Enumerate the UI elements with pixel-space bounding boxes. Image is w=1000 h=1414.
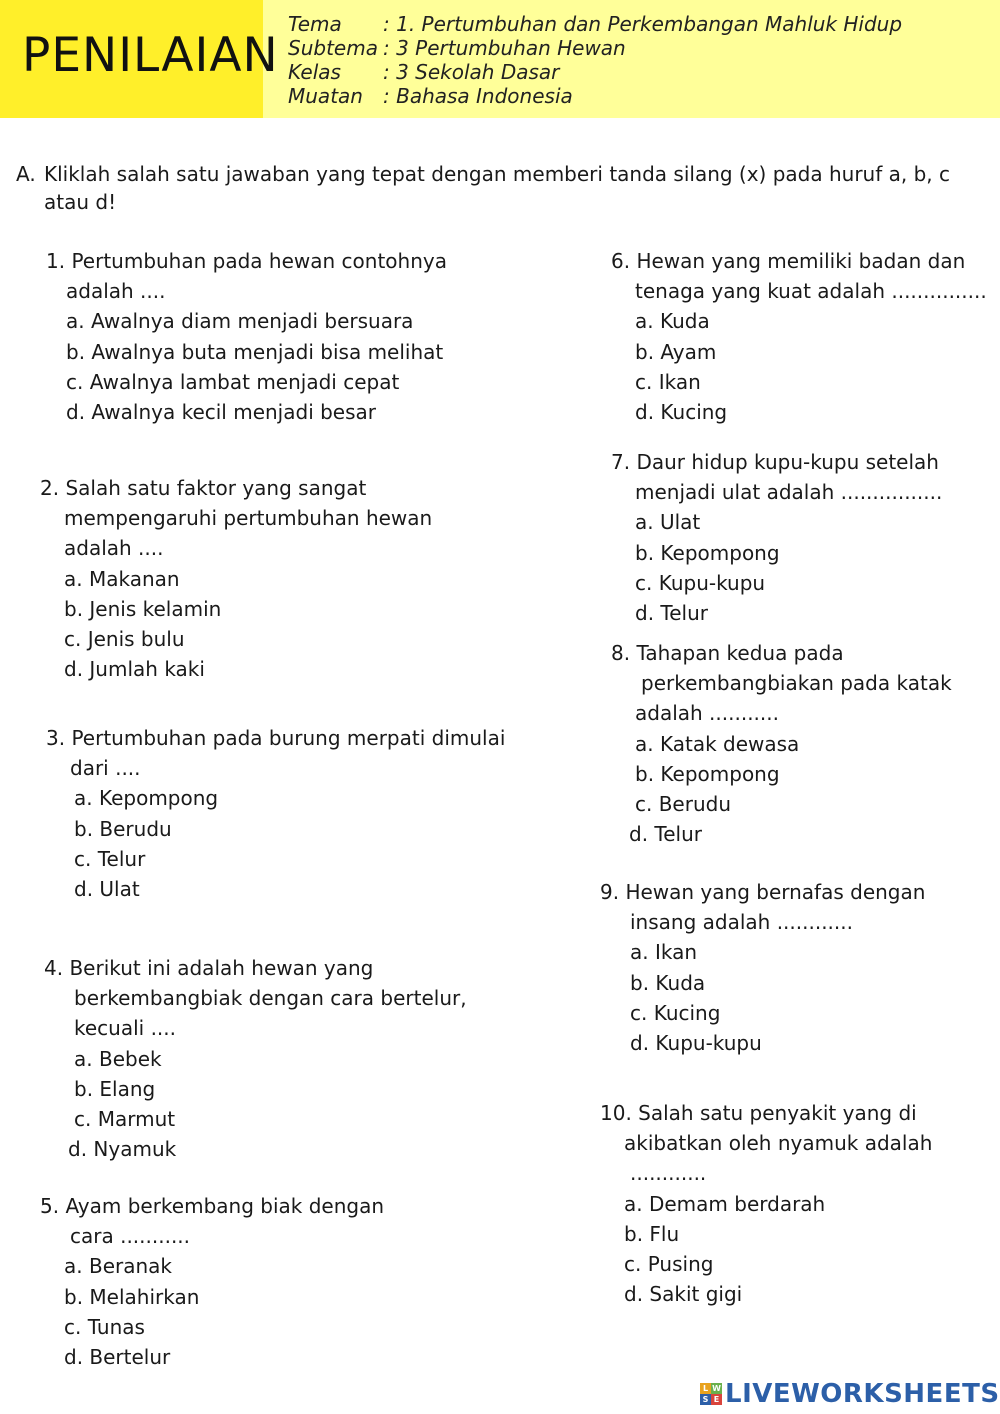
question-text: kecuali .... [74,1016,177,1041]
answer-option[interactable]: d. Jumlah kaki [64,657,205,682]
question-text: adalah .... [66,279,166,304]
answer-option[interactable]: b. Flu [624,1221,680,1246]
meta-value: : 3 Sekolah Dasar [383,60,560,84]
question-6 [611,246,987,427]
meta-info [288,12,902,108]
answer-option[interactable]: b. Kuda [630,970,706,995]
question-text: menjadi ulat adalah ................ [635,480,943,505]
question-text: 6. Hewan yang memiliki badan dan [611,249,966,273]
question-text: 7. Daur hidup kupu-kupu setelah [611,450,939,474]
answer-option[interactable]: d. Telur [635,601,708,626]
answer-option[interactable]: c. Pusing [624,1252,714,1277]
question-3 [46,723,505,904]
meta-label: Tema [288,12,342,36]
question-text: berkembangbiak dengan cara bertelur, [74,986,467,1011]
brand-name: LIVEWORKSHEETS [725,1379,1000,1409]
logo-tile: W [712,1384,721,1393]
question-9 [600,877,925,1058]
question-text: adalah .... [64,536,164,561]
question-1 [46,246,447,427]
question-4 [44,953,467,1164]
question-text: 10. Salah satu penyakit yang di [600,1101,917,1125]
meta-row-tema [288,12,902,36]
question-8 [611,638,952,849]
instruction-letter: A. [16,162,36,186]
liveworksheets-logo-icon [700,1383,722,1405]
question-text: dari .... [70,756,141,781]
answer-option[interactable]: d. Ulat [74,877,140,902]
question-text: adalah ........... [635,701,779,726]
answer-option[interactable]: d. Telur [629,822,702,847]
question-text: 5. Ayam berkembang biak dengan [40,1194,385,1218]
answer-option[interactable]: a. Ulat [635,510,701,535]
answer-option[interactable]: a. Demam berdarah [624,1191,826,1216]
answer-option[interactable]: b. Berudu [74,816,172,841]
answer-option[interactable]: d. Awalnya kecil menjadi besar [66,400,376,425]
meta-value: : 3 Pertumbuhan Hewan [383,36,626,60]
answer-option[interactable]: b. Awalnya buta menjadi bisa melihat [66,339,444,364]
logo-tile: E [711,1394,722,1405]
answer-option[interactable]: d. Bertelur [64,1345,171,1370]
answer-option[interactable]: d. Kupu-kupu [630,1031,762,1056]
answer-option[interactable]: b. Elang [74,1076,156,1101]
meta-value: : Bahasa Indonesia [383,84,573,108]
question-text: mempengaruhi pertumbuhan hewan [64,506,433,531]
answer-option[interactable]: c. Telur [74,846,146,871]
answer-option[interactable]: a. Katak dewasa [635,731,800,756]
meta-label: Kelas [288,60,341,84]
question-text: 2. Salah satu faktor yang sangat [40,476,367,500]
question-text: 4. Berikut ini adalah hewan yang [44,956,374,980]
instruction [16,160,981,216]
question-7 [611,447,942,628]
question-text: insang adalah ............ [630,910,853,935]
answer-option[interactable]: c. Awalnya lambat menjadi cepat [66,369,400,394]
meta-row-kelas [288,60,902,84]
answer-option[interactable]: d. Sakit gigi [624,1282,743,1307]
meta-value: : 1. Pertumbuhan dan Perkembangan Mahluk Hidup [383,12,903,36]
question-text: ............ [630,1161,707,1186]
liveworksheets-brand[interactable] [700,1378,1000,1410]
question-text: cara ........... [70,1224,191,1249]
answer-option[interactable]: d. Nyamuk [68,1137,177,1162]
meta-row-muatan [288,84,902,108]
question-text: 9. Hewan yang bernafas dengan [600,880,926,904]
page-title: PENILAIAN [22,28,279,83]
answer-option[interactable]: a. Makanan [64,566,180,591]
answer-option[interactable]: c. Kupu-kupu [635,570,766,595]
answer-option[interactable]: c. Jenis bulu [64,627,185,652]
question-5 [40,1191,384,1372]
question-text: perkembangbiakan pada katak [641,671,952,696]
answer-option[interactable]: a. Ikan [630,940,698,965]
answer-option[interactable]: c. Kucing [630,1000,721,1025]
answer-option[interactable]: a. Bebek [74,1046,162,1071]
answer-option[interactable]: a. Kuda [635,309,710,334]
question-2 [40,473,432,684]
answer-option[interactable]: b. Melahirkan [64,1284,200,1309]
question-text: tenaga yang kuat adalah ............... [635,279,987,304]
question-text: 1. Pertumbuhan pada hewan contohnya [46,249,447,273]
answer-option[interactable]: a. Beranak [64,1254,172,1279]
answer-option[interactable]: c. Tunas [64,1314,145,1339]
answer-option[interactable]: b. Kepompong [635,761,780,786]
answer-option[interactable]: c. Marmut [74,1107,176,1132]
instruction-text: Kliklah salah satu jawaban yang tepat dengan memberi tanda silang (x) pada huruf a, b, c atau d! [44,162,951,214]
answer-option[interactable]: c. Berudu [635,792,732,817]
answer-option[interactable]: c. Ikan [635,369,701,394]
answer-option[interactable]: d. Kucing [635,400,728,425]
answer-option[interactable]: a. Awalnya diam menjadi bersuara [66,309,414,334]
question-text: akibatkan oleh nyamuk adalah [624,1131,933,1156]
answer-option[interactable]: b. Kepompong [635,540,780,565]
question-text: 8. Tahapan kedua pada [611,641,844,665]
meta-row-subtema [288,36,902,60]
question-10 [600,1098,932,1309]
meta-label: Muatan [288,84,363,108]
answer-option[interactable]: a. Kepompong [74,786,219,811]
logo-tile: S [700,1394,711,1405]
question-text: 3. Pertumbuhan pada burung merpati dimulai [46,726,506,750]
answer-option[interactable]: b. Jenis kelamin [64,596,222,621]
meta-label: Subtema [288,36,378,60]
answer-option[interactable]: b. Ayam [635,339,717,364]
logo-tile: L [700,1383,711,1394]
